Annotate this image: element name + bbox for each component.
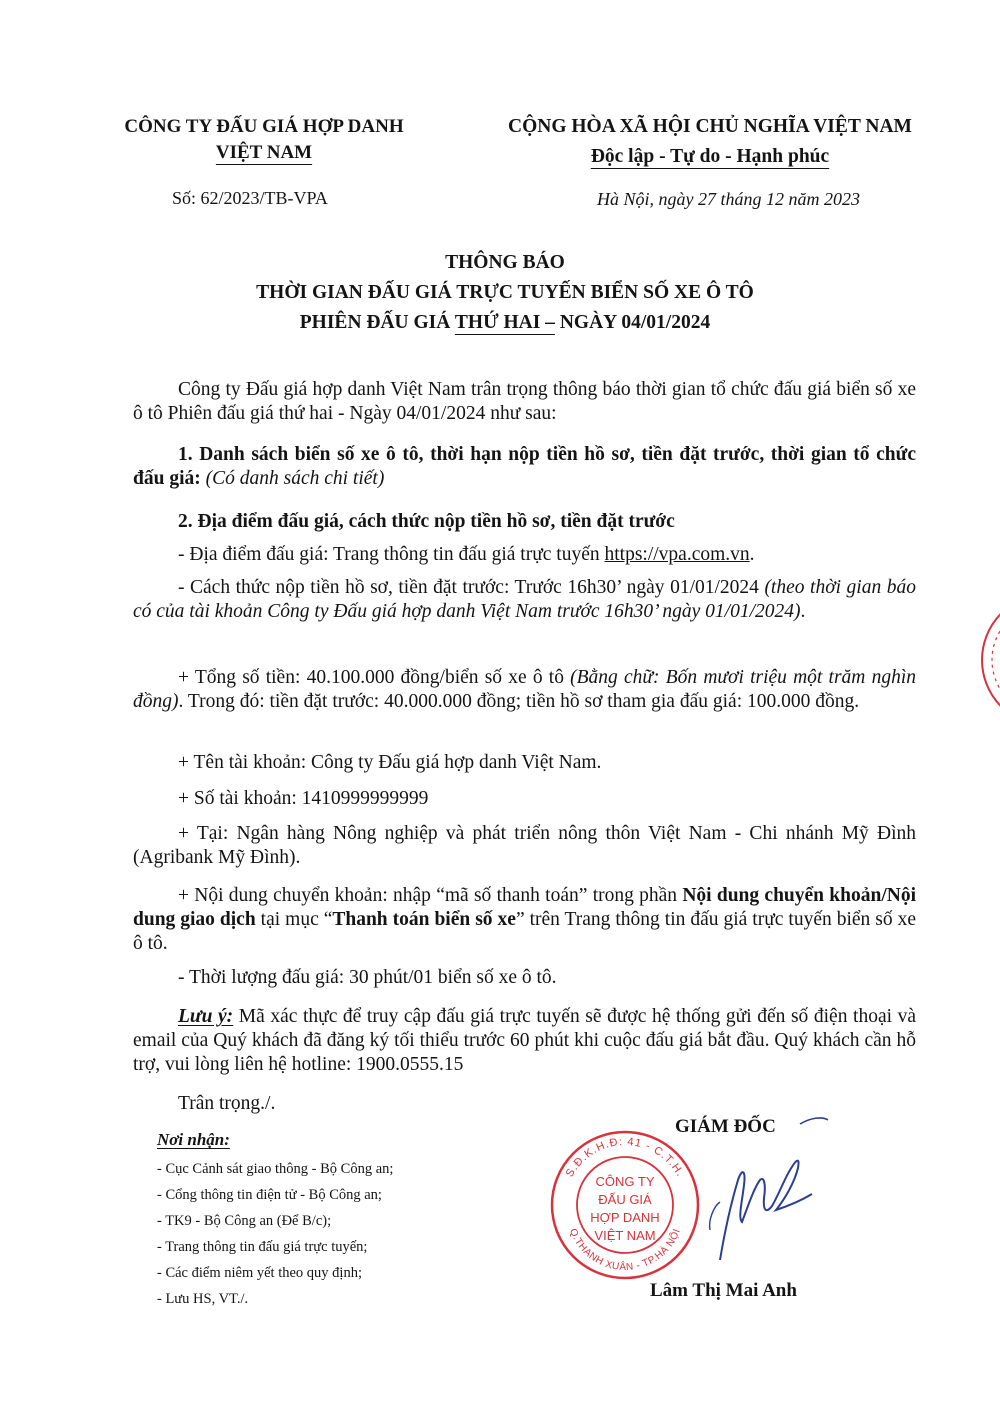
auction-location-text: - Địa điểm đấu giá: Trang thông tin đấu giá trực tuyến (178, 544, 605, 565)
total-amount-text: + Tổng số tiền: 40.100.000 đồng/biển số xe ô tô (178, 667, 571, 688)
total-amount (133, 666, 916, 714)
auction-website-link[interactable]: https://vpa.com.vn (604, 544, 750, 565)
total-amount-words: (Bằng chữ: Bốn mươi triệu một trăm nghìn đồng) (133, 667, 916, 712)
transfer-content-c: tại mục “ (255, 909, 333, 930)
recipients-title: Nơi nhận: (157, 1130, 230, 1149)
transfer-content-d: ” trên Trang thông tin đấu giá trực tuyến biển số xe ô tô. (133, 909, 917, 954)
issuer-block (80, 114, 448, 166)
title-line3-b: THỨ HAI – (454, 312, 555, 333)
transfer-content-a: + Nội dung chuyển khoản: nhập “mã số thanh toán” trong phần (178, 885, 683, 906)
title-line3-a: PHIÊN ĐẤU GIÁ (299, 312, 455, 333)
payment-method: - Cách thức nộp tiền hồ sơ, tiền đặt trước: Trước 16h30’ ngày 01/01/2024 (theo thời gian báo có của tài khoản Công ty Đấu giá hợp danh Việt Nam trước 16h30’ ngày 01/01/2024). (133, 577, 916, 622)
bank-branch: + Tại: Ngân hàng Nông nghiệp và phát triển nông thôn Việt Nam - Chi nhánh Mỹ Đình (Agribank Mỹ Đình). (133, 823, 916, 868)
recipient-item: - Cục Cảnh sát giao thông - Bộ Công an; (157, 1161, 394, 1177)
title-line3-c: NGÀY 04/01/2024 (554, 312, 711, 333)
note-paragraph (133, 1005, 916, 1077)
transfer-content (133, 884, 916, 956)
title-line1: THÔNG BÁO (445, 252, 565, 273)
recipient-item: - Trang thông tin đấu giá trực tuyến; (157, 1239, 368, 1255)
nation-name: CỘNG HÒA XÃ HỘI CHỦ NGHĨA VIỆT NAM (508, 116, 912, 137)
signer-name: Lâm Thị Mai Anh (650, 1280, 797, 1301)
seal-ring-bottom-text: Q.THANH XUÂN - TP.HÀ NỘI (566, 1227, 683, 1274)
closing-line: Trân trọng./. (178, 1093, 276, 1114)
document-date: Hà Nội, ngày 27 tháng 12 năm 2023 (597, 189, 860, 209)
recipient-item: - TK9 - Bộ Công an (Để B/c); (157, 1213, 332, 1229)
payment-method-note: (theo thời gian báo có của tài khoản Công ty Đấu giá hợp danh Việt Nam trước 16h30’ ngày 01/01/2024) (133, 577, 916, 622)
issuer-name-line2: VIỆT NAM (215, 142, 313, 163)
title-line2: THỜI GIAN ĐẤU GIÁ TRỰC TUYẾN BIỂN SỐ XE Ô TÔ (256, 282, 754, 303)
intro-paragraph: Công ty Đấu giá hợp danh Việt Nam trân trọng thông báo thời gian tổ chức đấu giá biển số xe ô tô Phiên đấu giá thứ hai - Ngày 04/01/2024 như sau: (133, 379, 916, 424)
company-seal (548, 1128, 702, 1282)
title-line3 (90, 312, 920, 334)
recipient-item: - Cổng thông tin điện tử - Bộ Công an; (157, 1187, 382, 1203)
section-2-heading: 2. Địa điểm đấu giá, cách thức nộp tiền hồ sơ, tiền đặt trước (178, 511, 675, 532)
note-text: Mã xác thực để truy cập đấu giá trực tuyến sẽ được hệ thống gửi đến số điện thoại và email của Quý khách đã đăng ký tối thiểu trước 60 phút khi cuộc đấu giá bắt đầu. Quý khách cần hỗ trợ, vui lòng liên hệ hotline: 1900.0555.15 (133, 1006, 916, 1075)
national-motto-block (470, 112, 950, 172)
seal-line3: HỢP DANH (590, 1210, 660, 1225)
transfer-content-section: Thanh toán biển số xe (332, 909, 516, 930)
auction-location: - Địa điểm đấu giá: Trang thông tin đấu giá trực tuyến https://vpa.com.vn. (178, 544, 755, 565)
payment-method-text: - Cách thức nộp tiền hồ sơ, tiền đặt trước: Trước 16h30’ ngày 01/01/2024 (178, 577, 765, 598)
issuer-name-line1: CÔNG TY ĐẤU GIÁ HỢP DANH (124, 116, 404, 137)
section-1 (133, 443, 916, 491)
partial-seal-edge (968, 590, 1000, 730)
document-number: Số: 62/2023/TB-VPA (172, 188, 328, 208)
transfer-content-field: Nội dung chuyển khoản/Nội dung giao dịch (133, 885, 916, 930)
recipient-item: - Lưu HS, VT./. (157, 1291, 249, 1307)
seal-ring-top-text: S.Đ.K.H.Đ: 41 - C.T.H. (563, 1135, 687, 1180)
seal-line1: CÔNG TY (595, 1174, 655, 1189)
handwritten-signature (680, 1110, 830, 1280)
account-name: + Tên tài khoản: Công ty Đấu giá hợp danh Việt Nam. (178, 752, 602, 773)
seal-line2: ĐẤU GIÁ (598, 1192, 652, 1207)
auction-duration: - Thời lượng đấu giá: 30 phút/01 biển số xe ô tô. (178, 967, 557, 988)
signer-role: GIÁM ĐỐC (675, 1116, 776, 1137)
recipient-item: - Các điểm niêm yết theo quy định; (157, 1265, 362, 1281)
section-1-note: (Có danh sách chi tiết) (205, 468, 385, 489)
recipients-list (157, 1156, 393, 1312)
section-1-heading: 1. Danh sách biển số xe ô tô, thời hạn nộp tiền hồ sơ, tiền đặt trước, thời gian tổ chức đấu giá: (133, 444, 916, 489)
seal-line4: VIỆT NAM (594, 1228, 656, 1243)
note-label: Lưu ý: (178, 1006, 234, 1027)
account-number: + Số tài khoản: 1410999999999 (178, 788, 429, 809)
motto: Độc lập - Tự do - Hạnh phúc (590, 146, 830, 167)
total-amount-detail: . Trong đó: tiền đặt trước: 40.000.000 đồng; tiền hồ sơ tham gia đấu giá: 100.000 đồng. (178, 691, 860, 712)
